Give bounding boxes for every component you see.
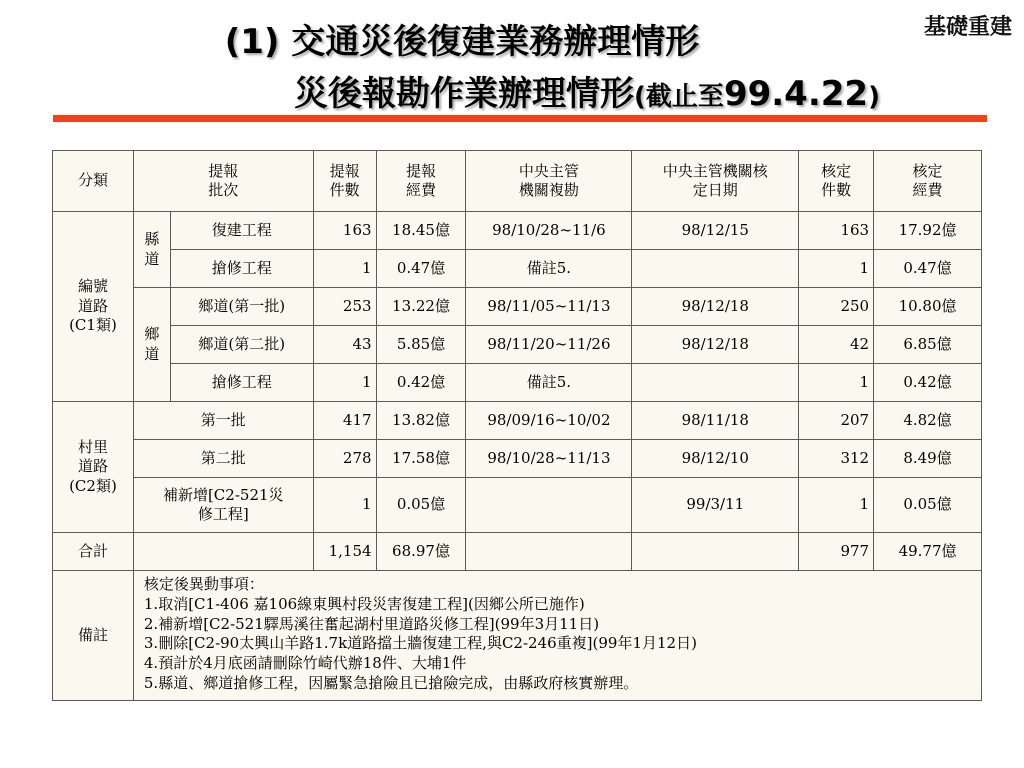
cell-name-line2: 修工程] bbox=[197, 505, 249, 523]
header-approved-count-line2: 件數 bbox=[821, 181, 852, 199]
cell-count: 1 bbox=[313, 478, 376, 533]
header-cost bbox=[376, 151, 466, 212]
cell-date bbox=[632, 250, 799, 288]
county-road-char1: 縣 bbox=[144, 230, 160, 248]
cell-name: 第二批 bbox=[133, 440, 313, 478]
status-table bbox=[52, 150, 982, 701]
cell-approved-count: 250 bbox=[799, 288, 874, 326]
header-approved-cost bbox=[874, 151, 982, 212]
total-empty-batch bbox=[133, 533, 313, 571]
total-empty-survey bbox=[466, 533, 632, 571]
table-row bbox=[53, 250, 982, 288]
cell-date: 99/3/11 bbox=[632, 478, 799, 533]
remarks-item: 1.取消[C1-406 嘉106線東興村段災害復建工程](因鄉公所已施作) bbox=[143, 594, 585, 613]
header-count-line2: 件數 bbox=[329, 181, 360, 199]
header-approve-date-line1: 中央主管機關核 bbox=[662, 161, 768, 180]
cell-survey: 98/10/28~11/13 bbox=[466, 440, 632, 478]
cell-survey: 98/11/20~11/26 bbox=[466, 326, 632, 364]
total-approved-cost: 49.77億 bbox=[874, 533, 982, 571]
township-road-char1: 鄉 bbox=[144, 325, 160, 343]
header-count bbox=[313, 151, 376, 212]
group-c1-line2: 道路 bbox=[77, 296, 108, 315]
remarks-label: 備註 bbox=[53, 571, 134, 701]
table-row bbox=[53, 440, 982, 478]
cell-approved-count: 207 bbox=[799, 402, 874, 440]
cell-cost: 18.45億 bbox=[376, 212, 466, 250]
cell-survey: 備註5. bbox=[466, 250, 632, 288]
subtitle-date: 99.4.22 bbox=[723, 74, 869, 114]
table-row bbox=[53, 326, 982, 364]
cell-count: 1 bbox=[313, 250, 376, 288]
subgroup-county-road bbox=[133, 212, 170, 288]
cell-approved-count: 1 bbox=[799, 364, 874, 402]
cell-date: 98/12/10 bbox=[632, 440, 799, 478]
cell-name: 搶修工程 bbox=[170, 250, 313, 288]
cell-approved-count: 1 bbox=[799, 250, 874, 288]
header-approved-count bbox=[799, 151, 874, 212]
cell-approved-cost: 0.42億 bbox=[874, 364, 982, 402]
cell-count: 1 bbox=[313, 364, 376, 402]
cell-survey: 備註5. bbox=[466, 364, 632, 402]
cell-name: 復建工程 bbox=[170, 212, 313, 250]
cell-name-line1: 補新增[C2-521災 bbox=[162, 485, 284, 504]
cell-approved-cost: 10.80億 bbox=[874, 288, 982, 326]
cell-approved-count: 312 bbox=[799, 440, 874, 478]
cell-survey bbox=[466, 478, 632, 533]
cell-count: 253 bbox=[313, 288, 376, 326]
cell-cost: 0.05億 bbox=[376, 478, 466, 533]
cell-approved-cost: 4.82億 bbox=[874, 402, 982, 440]
table-row bbox=[53, 478, 982, 533]
header-category: 分類 bbox=[53, 151, 134, 212]
header-batch-line1: 提報 bbox=[208, 161, 239, 180]
header-batch-line2: 批次 bbox=[208, 181, 239, 199]
cell-cost: 13.82億 bbox=[376, 402, 466, 440]
remarks-item: 4.預計於4月底函請刪除竹崎代辦18件、大埔1件 bbox=[143, 654, 467, 673]
group-c2-line1: 村里 bbox=[77, 437, 108, 456]
header-survey bbox=[466, 151, 632, 212]
group-c1-line3: (C1類) bbox=[69, 316, 117, 335]
header-approve-date-line2: 定日期 bbox=[692, 181, 738, 199]
cell-approved-cost: 17.92億 bbox=[874, 212, 982, 250]
cell-cost: 13.22億 bbox=[376, 288, 466, 326]
header-cost-line1: 提報 bbox=[406, 161, 437, 180]
cell-approved-cost: 0.05億 bbox=[874, 478, 982, 533]
cell-survey: 98/10/28~11/6 bbox=[466, 212, 632, 250]
cell-cost: 17.58億 bbox=[376, 440, 466, 478]
title-line-2 bbox=[0, 66, 1024, 115]
cell-approved-count: 163 bbox=[799, 212, 874, 250]
cell-survey: 98/11/05~11/13 bbox=[466, 288, 632, 326]
cell-date bbox=[632, 364, 799, 402]
cell-name: 搶修工程 bbox=[170, 364, 313, 402]
corner-tag: 基礎重建 bbox=[923, 14, 1012, 40]
subtitle-text: 災後報勘作業辦理情形 bbox=[294, 74, 635, 114]
remarks-item: 5.縣道、鄉道搶修工程，因屬緊急搶險且已搶險完成，由縣政府核實辦理。 bbox=[143, 673, 639, 692]
group-c2-line2: 道路 bbox=[77, 457, 108, 476]
cell-count: 43 bbox=[313, 326, 376, 364]
cell-count: 163 bbox=[313, 212, 376, 250]
county-road-char2: 道 bbox=[144, 249, 160, 268]
table-row bbox=[53, 288, 982, 326]
group-c2 bbox=[53, 402, 134, 533]
table-header-row bbox=[53, 151, 982, 212]
total-count: 1,154 bbox=[313, 533, 376, 571]
cell-date: 98/12/18 bbox=[632, 288, 799, 326]
title-line-1 bbox=[0, 14, 1024, 63]
header-approved-count-line1: 核定 bbox=[821, 161, 852, 180]
subtitle-paren-open: (截止至 bbox=[634, 82, 724, 112]
header-survey-line2: 機關複勘 bbox=[518, 181, 579, 199]
total-approved-count: 977 bbox=[799, 533, 874, 571]
header-batch bbox=[133, 151, 313, 212]
group-c2-line3: (C2類) bbox=[69, 476, 117, 495]
cell-date: 98/11/18 bbox=[632, 402, 799, 440]
cell-name: 鄉道(第一批) bbox=[170, 288, 313, 326]
cell-date: 98/12/18 bbox=[632, 326, 799, 364]
total-row bbox=[53, 533, 982, 571]
cell-survey: 98/09/16~10/02 bbox=[466, 402, 632, 440]
cell-approved-count: 42 bbox=[799, 326, 874, 364]
cell-name: 鄉道(第二批) bbox=[170, 326, 313, 364]
cell-date: 98/12/15 bbox=[632, 212, 799, 250]
cell-approved-cost: 6.85億 bbox=[874, 326, 982, 364]
cell-name: 第一批 bbox=[133, 402, 313, 440]
subtitle-paren-close: ) bbox=[868, 82, 880, 112]
table-row bbox=[53, 402, 982, 440]
header-cost-line2: 經費 bbox=[406, 181, 437, 199]
remarks-item: 3.刪除[C2-90太興山羊路1.7k道路擋土牆復建工程,與C2-246重複](99年1月12日) bbox=[143, 634, 697, 653]
table-row bbox=[53, 364, 982, 402]
group-c1-line1: 編號 bbox=[77, 277, 108, 296]
title-divider bbox=[53, 115, 987, 122]
header-approved-cost-line1: 核定 bbox=[912, 161, 943, 180]
total-empty-date bbox=[632, 533, 799, 571]
table-row bbox=[53, 212, 982, 250]
group-c1 bbox=[53, 212, 134, 402]
cell-cost: 0.42億 bbox=[376, 364, 466, 402]
subgroup-township-road bbox=[133, 288, 170, 402]
cell-name bbox=[133, 478, 313, 533]
remarks-content bbox=[133, 571, 981, 701]
cell-approved-count: 1 bbox=[799, 478, 874, 533]
cell-count: 417 bbox=[313, 402, 376, 440]
cell-cost: 5.85億 bbox=[376, 326, 466, 364]
township-road-char2: 道 bbox=[144, 344, 160, 363]
total-label: 合計 bbox=[53, 533, 134, 571]
cell-cost: 0.47億 bbox=[376, 250, 466, 288]
remarks-item: 2.補新增[C2-521驛馬溪往奮起湖村里道路災修工程](99年3月11日) bbox=[143, 614, 600, 633]
total-cost: 68.97億 bbox=[376, 533, 466, 571]
title-main-text: 交通災後復建業務辦理情形 bbox=[291, 22, 700, 62]
cell-approved-cost: 8.49億 bbox=[874, 440, 982, 478]
cell-approved-cost: 0.47億 bbox=[874, 250, 982, 288]
remarks-heading: 核定後異動事項： bbox=[143, 575, 264, 593]
header-count-line1: 提報 bbox=[329, 161, 360, 180]
header-approved-cost-line2: 經費 bbox=[912, 181, 943, 199]
title-number: (1) bbox=[224, 22, 280, 62]
header-survey-line1: 中央主管 bbox=[518, 161, 579, 180]
remarks-row bbox=[53, 571, 982, 701]
header-approve-date bbox=[632, 151, 799, 212]
cell-count: 278 bbox=[313, 440, 376, 478]
